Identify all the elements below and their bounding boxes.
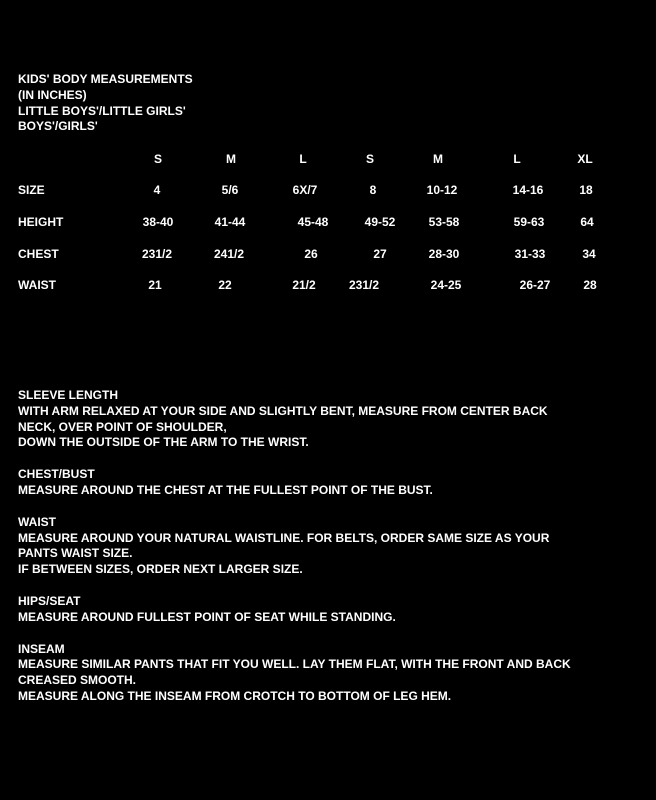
measurement-table bbox=[0, 0, 656, 320]
guide-line: PANTS WAIST SIZE. bbox=[18, 546, 133, 561]
table-cell: 10-12 bbox=[426, 183, 458, 197]
guide-line: NECK, OVER POINT OF SHOULDER, bbox=[18, 419, 227, 434]
guide-line: MEASURE SIMILAR PANTS THAT FIT YOU WELL. LAY THEM FLAT, WITH THE FRONT AND BACK bbox=[18, 657, 571, 672]
guide-line: MEASURE ALONG THE INSEAM FROM CROTCH TO BOTTOM OF LEG HEM. bbox=[18, 688, 452, 703]
row-label: HEIGHT bbox=[18, 215, 64, 229]
table-cell: 38-40 bbox=[142, 215, 174, 229]
heading-audience-1: LITTLE BOYS'/LITTLE GIRLS' bbox=[18, 103, 186, 118]
guide-line: IF BETWEEN SIZES, ORDER NEXT LARGER SIZE. bbox=[18, 562, 303, 577]
table-cell: 4 bbox=[153, 183, 161, 197]
table-row-waist bbox=[0, 278, 656, 294]
column-header: M bbox=[226, 152, 236, 166]
column-header: XL bbox=[577, 152, 593, 166]
table-cell: 28 bbox=[583, 278, 597, 292]
guide-line: MEASURE AROUND YOUR NATURAL WAISTLINE. FOR BELTS, ORDER SAME SIZE AS YOUR bbox=[18, 530, 550, 545]
column-header: L bbox=[513, 152, 521, 166]
guide-title: WAIST bbox=[18, 514, 56, 529]
table-cell: 34 bbox=[582, 247, 596, 261]
guide-line: MEASURE AROUND THE CHEST AT THE FULLEST POINT OF THE BUST. bbox=[18, 482, 433, 497]
table-cell: 5/6 bbox=[221, 183, 239, 197]
row-label: SIZE bbox=[18, 183, 45, 197]
heading-title: KIDS' BODY MEASUREMENTS bbox=[18, 72, 193, 86]
guide-title: HIPS/SEAT bbox=[18, 593, 81, 608]
table-cell: 45-48 bbox=[297, 215, 329, 229]
heading-units: (IN INCHES) bbox=[18, 87, 87, 102]
heading-audience-2: BOYS'/GIRLS' bbox=[18, 119, 98, 134]
table-row-height bbox=[0, 215, 656, 231]
guide-chest-bust bbox=[18, 467, 648, 499]
table-cell: 26-27 bbox=[519, 278, 551, 292]
table-cell: 49-52 bbox=[364, 215, 396, 229]
table-row-chest bbox=[0, 247, 656, 263]
guide-line: MEASURE AROUND FULLEST POINT OF SEAT WHILE STANDING. bbox=[18, 609, 396, 624]
table-cell: 14-16 bbox=[512, 183, 544, 197]
table-cell: 41-44 bbox=[214, 215, 246, 229]
table-cell: 26 bbox=[304, 247, 318, 261]
guide-title: SLEEVE LENGTH bbox=[18, 388, 119, 402]
guide-line: CREASED SMOOTH. bbox=[18, 673, 137, 688]
table-cell: 59-63 bbox=[513, 215, 545, 229]
table-cell: 18 bbox=[579, 183, 593, 197]
guide-title: CHEST/BUST bbox=[18, 467, 95, 482]
column-header: M bbox=[433, 152, 443, 166]
table-cell: 6X/7 bbox=[292, 183, 318, 197]
table-cell: 231/2 bbox=[141, 247, 173, 261]
table-cell: 241/2 bbox=[213, 247, 245, 261]
table-cell: 31-33 bbox=[514, 247, 546, 261]
table-row-size bbox=[0, 183, 656, 199]
table-cell: 21 bbox=[148, 278, 162, 292]
row-label: WAIST bbox=[18, 278, 56, 292]
table-cell: 22 bbox=[218, 278, 232, 292]
table-cell: 28-30 bbox=[428, 247, 460, 261]
table-cell: 231/2 bbox=[348, 278, 380, 292]
column-header: S bbox=[365, 152, 374, 166]
column-header: S bbox=[153, 152, 162, 166]
table-cell: 53-58 bbox=[428, 215, 460, 229]
guide-sleeve-length bbox=[18, 388, 648, 451]
guide-hips-seat bbox=[18, 594, 648, 626]
table-cell: 24-25 bbox=[430, 278, 462, 292]
guide-line: WITH ARM RELAXED AT YOUR SIDE AND SLIGHTLY BENT, MEASURE FROM CENTER BACK bbox=[18, 403, 548, 418]
measurement-guide bbox=[18, 388, 648, 721]
table-cell: 27 bbox=[373, 247, 387, 261]
row-label: CHEST bbox=[18, 247, 59, 261]
table-cell: 8 bbox=[369, 183, 377, 197]
table-cell: 21/2 bbox=[292, 278, 316, 292]
guide-title: INSEAM bbox=[18, 641, 65, 656]
guide-inseam bbox=[18, 642, 648, 705]
guide-waist bbox=[18, 515, 648, 578]
table-header-row bbox=[0, 152, 656, 168]
guide-line: DOWN THE OUTSIDE OF THE ARM TO THE WRIST. bbox=[18, 435, 309, 450]
table-cell: 64 bbox=[580, 215, 594, 229]
column-header: L bbox=[299, 152, 307, 166]
